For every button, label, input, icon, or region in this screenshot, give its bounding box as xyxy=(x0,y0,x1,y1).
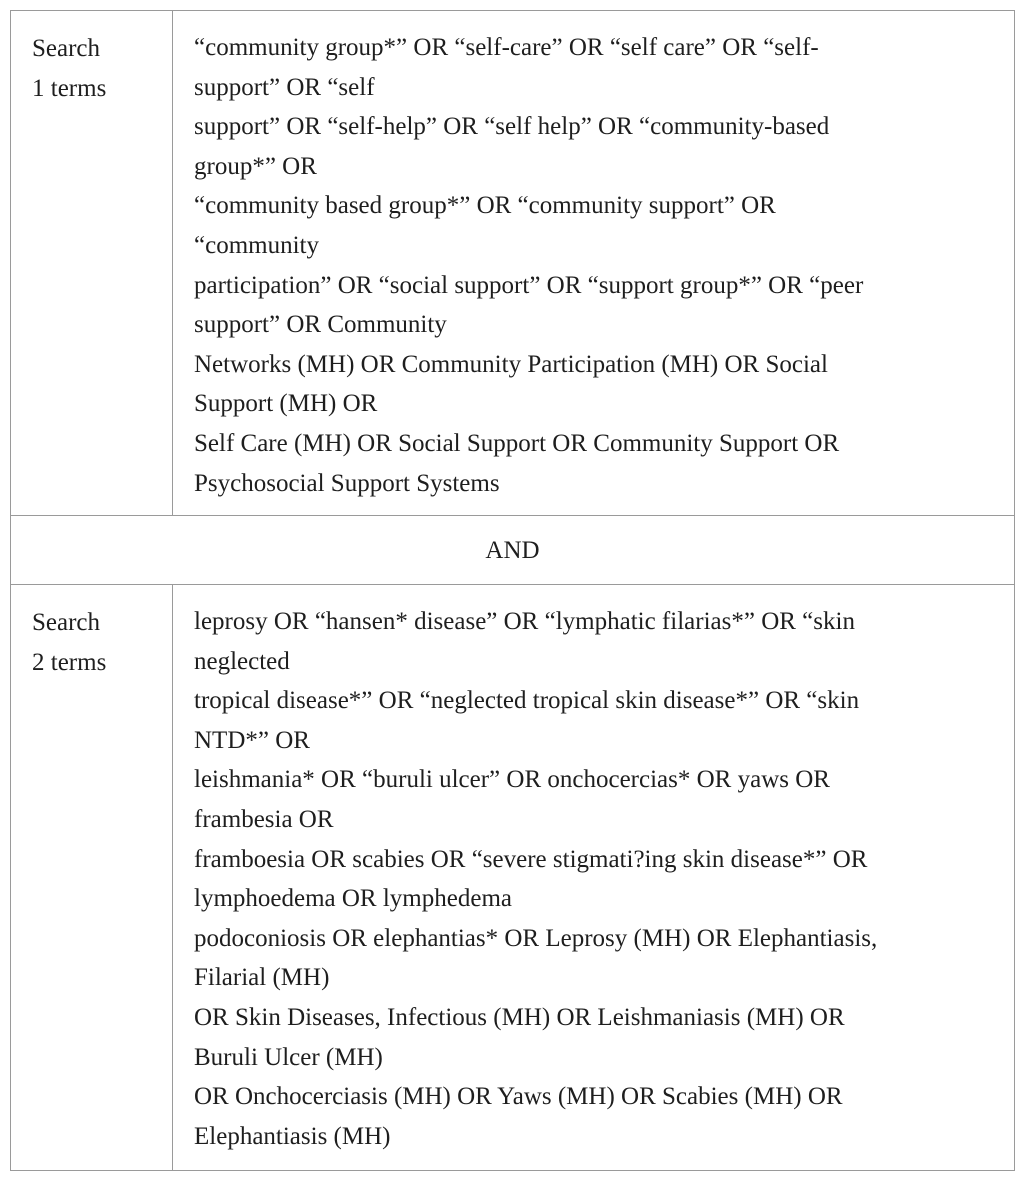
search-1-terms-line: “community based group*” OR “community support” OR xyxy=(194,192,776,220)
search-1-terms-line: participation” OR “social support” OR “support group*” OR “peer xyxy=(194,271,864,299)
search-1-terms-line: support” OR Community xyxy=(194,311,447,339)
search-1-terms-line: Self Care (MH) OR Social Support OR Community Support OR xyxy=(194,429,840,457)
search-1-label-line: 1 terms xyxy=(32,75,107,102)
search-1-label-line: Search xyxy=(32,35,101,62)
search-1-terms-line: “community xyxy=(194,231,319,259)
search-1-label-cell xyxy=(11,11,173,515)
search-1-terms-line: support” OR “self xyxy=(194,73,375,101)
table-row-operator xyxy=(11,516,1014,585)
search-2-label-line: Search xyxy=(32,609,101,636)
search-1-terms-line: “community group*” OR “self-care” OR “self care” OR “self- xyxy=(194,34,819,61)
search-2-terms-line: lymphoedema OR lymphedema xyxy=(194,885,512,913)
search-2-terms-line: OR Onchocerciasis (MH) OR Yaws (MH) OR Scabies (MH) OR xyxy=(194,1083,843,1111)
search-2-terms-line: leishmania* OR “buruli ulcer” OR onchocercias* OR yaws OR xyxy=(194,766,830,794)
search-2-label-cell xyxy=(11,585,173,1170)
search-1-terms-line: group*” OR xyxy=(194,152,317,180)
search-2-terms-line: NTD*” OR xyxy=(194,726,310,754)
search-2-terms-line: framboesia OR scabies OR “severe stigmati?ing skin disease*” OR xyxy=(194,845,868,873)
search-2-terms-line: leprosy OR “hansen* disease” OR “lymphatic filarias*” OR “skin xyxy=(194,608,855,635)
search-2-terms-line: tropical disease*” OR “neglected tropical skin disease*” OR “skin xyxy=(194,687,860,715)
boolean-operator-cell: AND xyxy=(485,537,540,564)
search-2-terms-line: podoconiosis OR elephantias* OR Leprosy (MH) OR Elephantiasis, xyxy=(194,924,878,952)
search-1-terms-line: Psychosocial Support Systems xyxy=(194,469,500,497)
search-1-terms-cell xyxy=(173,11,1014,515)
search-terms-table xyxy=(10,10,1015,1171)
search-1-terms-line: support” OR “self-help” OR “self help” OR “community-based xyxy=(194,113,830,141)
search-1-terms-line: Support (MH) OR xyxy=(194,390,378,418)
search-2-terms-cell xyxy=(173,585,1014,1170)
search-2-label-line: 2 terms xyxy=(32,649,107,676)
search-2-terms-line: Buruli Ulcer (MH) xyxy=(194,1043,383,1071)
table-row-search-2 xyxy=(11,585,1014,1170)
search-2-terms-line: frambesia OR xyxy=(194,805,334,833)
table-row-search-1 xyxy=(11,11,1014,516)
search-2-terms-line: OR Skin Diseases, Infectious (MH) OR Leishmaniasis (MH) OR xyxy=(194,1003,845,1031)
search-2-terms-line: Filarial (MH) xyxy=(194,964,330,992)
search-2-terms-line: Elephantiasis (MH) xyxy=(194,1122,391,1150)
search-1-terms-line: Networks (MH) OR Community Participation (MH) OR Social xyxy=(194,350,828,378)
search-2-terms-line: neglected xyxy=(194,647,290,675)
